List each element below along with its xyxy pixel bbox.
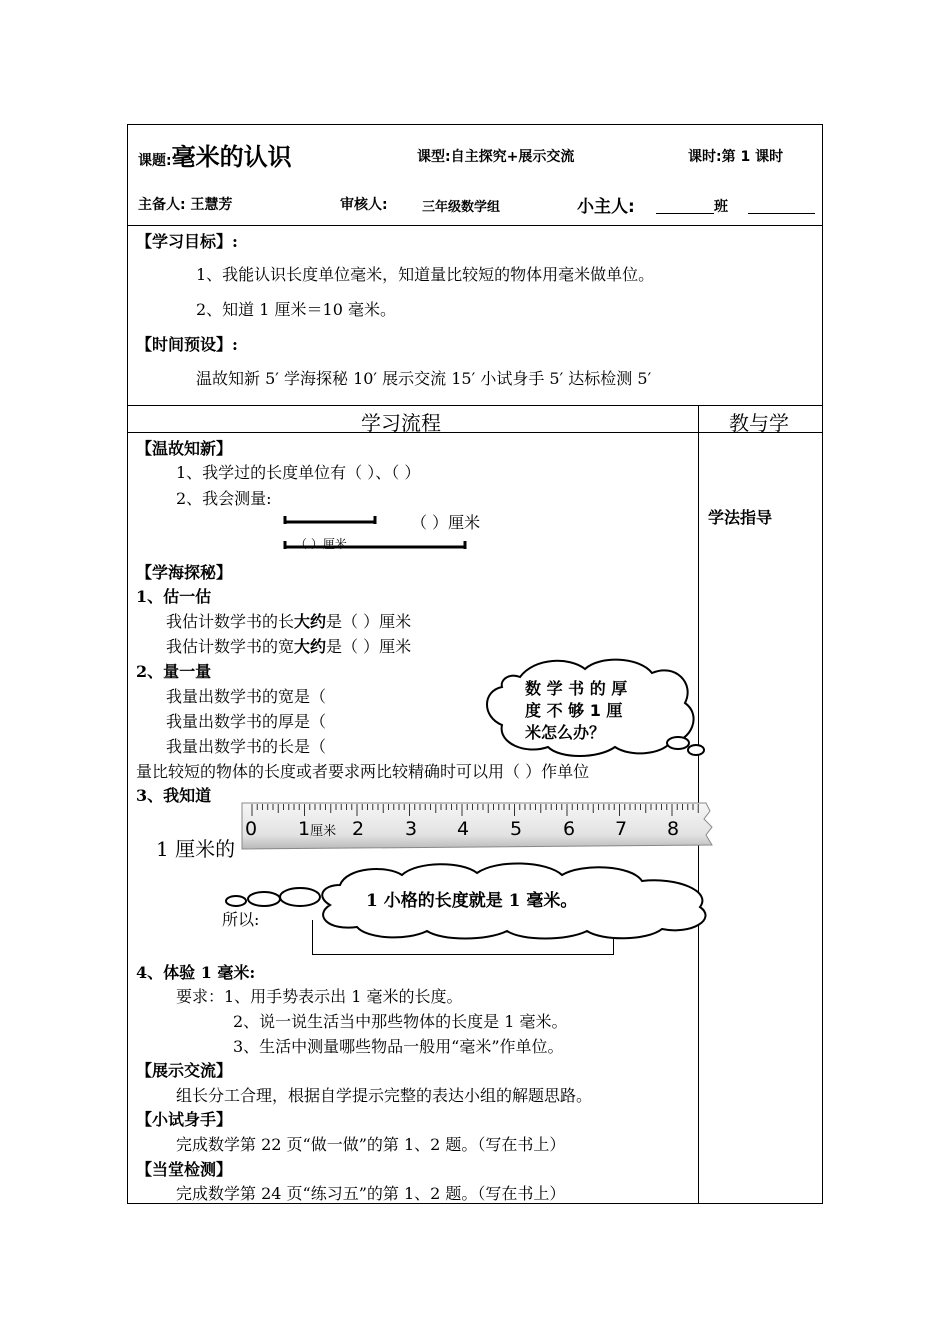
estimate-line-1-text: 我估计数学书的长	[166, 612, 295, 631]
measure-thick: 我量出数学书的厚是（	[166, 712, 327, 731]
period-value: 第 1 课时	[721, 149, 784, 165]
column-side-title: 教与学	[729, 411, 789, 435]
ruler-number-0: 0	[245, 818, 258, 840]
measure-segment-1	[283, 514, 378, 526]
preparer-value: 王慧芳	[190, 197, 233, 213]
show-text: 组长分工合理，根据自学提示完整的表达小组的解题思路。	[176, 1086, 593, 1105]
time-heading: 【时间预设】:	[136, 335, 238, 354]
thought-bubble-1-line-2: 度 不 够 1 厘	[525, 701, 623, 720]
lesson-type	[417, 146, 574, 166]
reviewer-value: 三年级数学组	[422, 200, 501, 215]
ruler-number-3: 3	[405, 818, 418, 840]
preparer-label: 主备人:	[138, 197, 186, 213]
measure-conclusion: 量比较短的物体的长度或者要求两比较精确时可以用（ ）作单位	[136, 762, 590, 781]
experience-title: 4、体验 1 毫米:	[136, 963, 256, 982]
estimate-line-2	[166, 634, 411, 657]
ruler-number-6: 6	[563, 818, 576, 840]
period-label: 课时:	[688, 149, 722, 165]
side-guide: 学法指导	[708, 508, 773, 527]
column-main-title: 学习流程	[361, 411, 441, 435]
estimate-line-1	[166, 609, 411, 632]
table-border-top	[127, 124, 823, 125]
ruler-number-8: 8	[667, 818, 680, 840]
class-suffix: 班	[714, 199, 728, 215]
goal-item-1: 1、我能认识长度单位毫米，知道量比较短的物体用毫米做单位。	[196, 265, 655, 284]
thought-bubble-1-line-3: 米怎么办？	[525, 723, 606, 742]
measure-length: 我量出数学书的长是（	[166, 737, 327, 756]
estimate-title: 1、估一估	[136, 587, 212, 606]
ruler-number-5: 5	[510, 818, 523, 840]
divider-goals	[127, 405, 823, 406]
trial-text: 完成数学第 22 页“做一做”的第 1、2 题。（写在书上）	[176, 1135, 566, 1154]
class-blank[interactable]	[656, 213, 714, 214]
goals-heading: 【学习目标】:	[136, 232, 238, 251]
review-heading: 【温故知新】	[136, 439, 233, 458]
reviewer-label: 审核人:	[340, 197, 388, 213]
lesson-title-row	[138, 137, 292, 172]
ruler-number-1	[298, 818, 336, 840]
ruler-number-1-digit: 1	[298, 818, 311, 840]
experience-req-1: 要求：1、用手势表示出 1 毫米的长度。	[176, 987, 463, 1006]
ruler-number-2: 2	[352, 818, 365, 840]
measure-answer-1: （ ）厘米	[411, 513, 481, 532]
know-text: 1 厘米的	[156, 837, 236, 861]
name-blank[interactable]	[748, 213, 815, 214]
test-text: 完成数学第 24 页“练习五”的第 1、2 题。（写在书上）	[176, 1184, 566, 1203]
lesson-period	[688, 146, 783, 166]
trial-heading: 【小试身手】	[136, 1110, 233, 1129]
test-heading: 【当堂检测】	[136, 1160, 233, 1179]
table-border-right	[822, 124, 823, 1204]
time-text: 温故知新 5′ 学海探秘 10′ 展示交流 15′ 小试身手 5′ 达标检测 5′	[196, 369, 652, 388]
type-label: 课型:	[417, 149, 451, 165]
experience-req-3: 3、生活中测量哪些物品一般用“毫米”作单位。	[233, 1037, 564, 1056]
table-border-left	[127, 124, 128, 1204]
measure-title: 2、量一量	[136, 662, 212, 681]
ruler-unit: 厘米	[310, 824, 337, 839]
measure-answer-2: （ ）厘米	[295, 537, 347, 551]
review-q1: 1、我学过的长度单位有（ ）、（ ）	[176, 463, 421, 482]
estimate-line-2-bold: 大约	[294, 637, 327, 656]
divider-header	[127, 225, 823, 226]
lesson-title: 毫米的认识	[171, 143, 292, 171]
so-box-bottom	[312, 954, 614, 955]
lesson-label: 课题:	[138, 153, 172, 169]
thought-bubble-2-text: 1 小格的长度就是 1 毫米。	[366, 891, 578, 911]
estimate-line-1-bold: 大约	[294, 612, 327, 631]
estimate-line-2-text: 我估计数学书的宽	[166, 637, 295, 656]
divider-columns	[127, 432, 823, 433]
type-value: 自主探究+展示交流	[450, 149, 575, 165]
so-label: 所以:	[222, 910, 260, 929]
estimate-line-2-post: 是（ ）厘米	[326, 637, 412, 656]
measure-width: 我量出数学书的宽是（	[166, 687, 327, 706]
ruler-number-4: 4	[457, 818, 470, 840]
ruler-number-7: 7	[615, 818, 628, 840]
show-heading: 【展示交流】	[136, 1061, 233, 1080]
goal-item-2: 2、知道 1 厘米＝10 毫米。	[196, 300, 396, 319]
estimate-line-1-post: 是（ ）厘米	[326, 612, 412, 631]
preparer	[138, 194, 232, 214]
thought-bubble-1-line-1: 数 学 书 的 厚	[525, 679, 628, 698]
explore-heading: 【学海探秘】	[136, 563, 233, 582]
know-title: 3、我知道	[136, 786, 212, 805]
review-q2: 2、我会测量:	[176, 489, 272, 508]
owner-label: 小主人:	[577, 197, 635, 217]
experience-req-2: 2、说一说生活当中那些物体的长度是 1 毫米。	[233, 1012, 568, 1031]
